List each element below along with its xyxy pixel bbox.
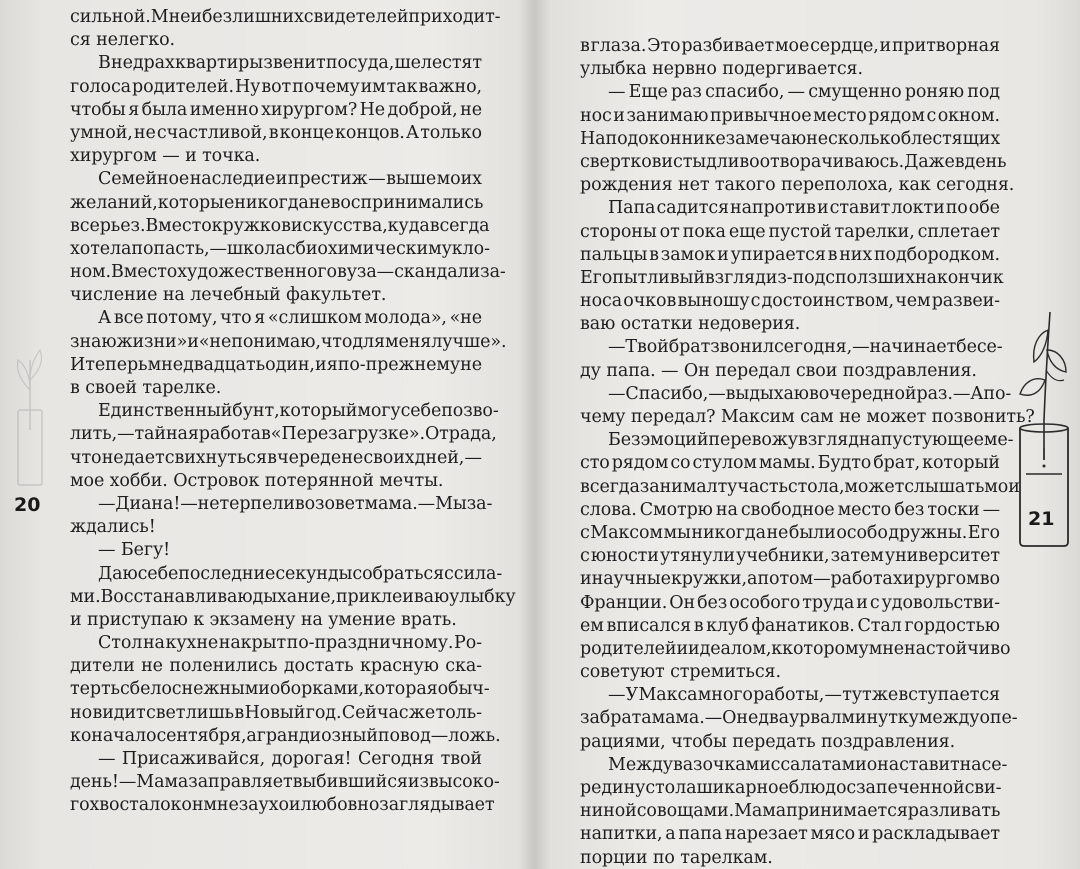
text-line: В недрах квартиры звенит посуда, шелестят [98,53,482,74]
text-line: в глаза. Это разбивает мое сердце, и притворная [580,36,1000,56]
text-line: хотела попасть, — школа с биохимическим укло- [70,238,490,259]
text-line: всегда занимал ту часть стола, может слышать мои [580,476,1020,497]
text-line: всерьез. Вместо кружков искусства, куда всегда [70,215,490,236]
text-line: что не дает свихнуться в череде не своих дней, — [70,447,482,468]
text-line: ем вписался в клуб фанатиков. Стал гордостью [580,615,1000,636]
text-line: стороны от пока еще пустой тарелки, сплетает [580,221,1000,242]
text-line: — Еще раз спасибо, — смущенно роняю под [608,82,1000,103]
text-line: хирургом — и точка. [70,146,261,167]
text-line: советуют стремиться. [580,662,781,683]
text-line: ду папа. — Он передал свои поздравления. [580,360,977,381]
text-line: Семейное наследие и престиж — выше моих [98,169,482,190]
text-line: слова. Смотрю на свободное место без тоски — [580,499,1000,520]
text-line: но видит свет лишь в Новый год. Сейчас же толь- [70,702,482,723]
right-page [540,0,1080,869]
text-line: Между вазочками с салатами она ставит на се- [608,754,1008,775]
text-line: И теперь мне двадцать один, и я по-прежнему не [70,354,482,375]
text-line: за брата мама. — Он едва урвал минутку между опе- [580,708,1018,729]
text-line: с юности утянули учебники, затем университет [580,546,1000,567]
text-line: Без эмоций перевожу взгляд на пустующее ме- [608,430,1014,451]
text-line: знаю жизни» и «не понимаю, что для меня лучше». [70,331,507,352]
right-page-text [580,35,1035,869]
text-line: — Спасибо, — выдыхаю в очередной раз. — А по- [608,383,1012,404]
text-line: умной, не счастливой, в конце концов. А только [70,122,482,143]
text-line: ся нелегко. [70,30,176,51]
text-line: улыбка нервно подергивается. [580,59,863,80]
text-line: Единственный бунт, который могу себе позво- [98,401,499,422]
text-line: На подоконнике замечаю несколько блестящих [580,128,1001,149]
left-page [0,0,530,869]
text-line: Франции. Он без особого труда и с удовольстви- [580,592,1000,613]
text-line: лить, — тайная работа в «Перезагрузке». Отрада, [70,424,497,445]
text-line: чему передал? Максим сам не может позвонить? [580,407,1035,427]
text-line: пальцы в замок и упирается в них подбородком. [580,244,1000,265]
text-line: свертков и стыдливо отворачиваюсь. Даже в день [580,151,1007,172]
text-line: А все потому, что я «слишком молода», «не [98,308,482,329]
text-line: с Максом мы никогда не были особо дружны. Его [580,522,1000,543]
text-line: в своей тарелке. [70,378,222,398]
text-line: — У Макса много работы, — тут же вступается [608,685,1000,706]
text-line: рациями, чтобы передать поздравления. [580,731,956,752]
left-page-text [70,6,516,818]
text-line: Его пытливый взгляд из-под сползших на кончик [580,267,1004,288]
text-line: чтобы я была именно хирургом? Не доброй, не [70,99,482,120]
text-line: сильной. Мне и без лишних свидетелей приходит- [70,7,501,27]
text-line: — Бегу! [98,540,171,561]
text-line: ко начало сентября, а грандиозный повод — ложь. [70,725,501,746]
text-line: напитки, а папа нарезает мясо и раскладывает [580,824,1000,845]
text-line: редину стола шикарное блюдо с запеченной сви- [580,778,1002,798]
text-line: порции по тарелкам. [580,847,773,868]
text-line: Стол на кухне накрыт по-праздничному. Ро- [98,633,482,654]
text-line: Даю себе последние секунды собраться с сила- [98,563,503,584]
faint-plant-in-glass-icon [10,340,50,490]
text-line: рождения нет такого переполоха, как сегодня. [580,175,1015,196]
text-line: Папа садится напротив и ставит локти по обе [608,198,1000,219]
text-line: — Присаживайся, дорогая! Сегодня твой [98,749,482,769]
text-line: день! — Мама заправляет выбившийся из высоко- [70,772,500,793]
text-line: желаний, которые никогда не воспринимались [70,192,484,213]
text-line: носа очков выношу с достоинством, чем развеи- [580,291,1000,312]
text-line: сто рядом со стулом мамы. Будто брат, который [580,453,1000,474]
text-line: ждались! [70,517,156,538]
text-line: терть с белоснежными оборками, которая обыч- [70,679,490,700]
text-line: и научные кружки, а потом — работа хирургом во [580,569,1000,590]
text-line: родителей и идеалом, к которому мне настойчиво [580,638,1011,659]
text-line: голоса родителей. Ну вот почему им так важно, [70,76,482,97]
text-line: нос и занимаю привычное место рядом с окном. [580,105,1000,126]
text-line: мое хобби. Островок потерянной мечты. [70,470,444,491]
text-line: — Диана! — нетерпеливо зовет мама. — Мы за- [98,493,493,514]
text-line: и приступаю к экзамену на умение врать. [70,609,457,630]
text-line: числение на лечебный факультет. [70,285,387,306]
text-line: ми. Восстанавливаю дыхание, приклеиваю улыбку [70,586,516,607]
page-number-right: 21 [1028,508,1055,530]
text-line: ваю остатки недоверия. [580,314,801,335]
page-number-left: 20 [14,494,41,516]
plant-in-glass-decoration [1014,310,1074,550]
text-line: го хвоста локон мне за ухо и любовно заглядывает [70,795,495,816]
text-line: ниной с овощами. Мама принимается разливать [580,801,1001,822]
text-line: — Твой брат звонил сегодня, — начинает бесе- [608,337,1003,358]
text-line: ном. Вместо художественного вуза — скандал и за- [70,262,506,283]
text-line: дители не поленились достать красную ска- [70,656,482,677]
